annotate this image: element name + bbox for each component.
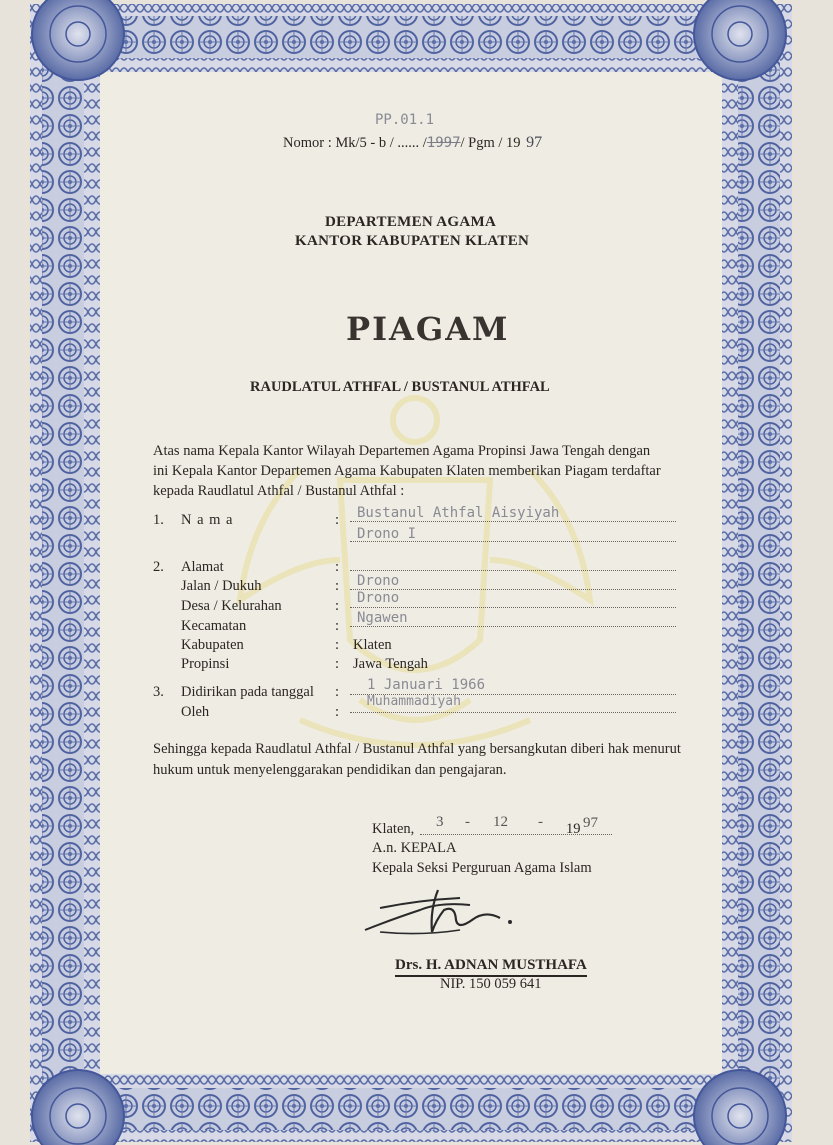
document-number: [283, 134, 542, 152]
signature-place: Klaten,: [372, 821, 415, 837]
dotted-line: [420, 834, 612, 835]
dotted-line: [350, 626, 676, 627]
field-label-oleh: Oleh: [181, 704, 210, 720]
dotted-line: [350, 607, 676, 608]
field-number-1: 1.: [153, 512, 164, 528]
field-value-kabupaten: Klaten: [353, 637, 392, 653]
field-number-2: 2.: [153, 559, 164, 575]
signatory-nip: NIP. 150 059 641: [440, 976, 542, 992]
number-prefix: Nomor : Mk/5 - b / ...... /: [283, 135, 427, 151]
office-line-2: KANTOR KABUPATEN KLATEN: [295, 233, 530, 249]
field-label-nama: N a m a: [181, 512, 234, 528]
date-year-hand: 97: [583, 815, 598, 831]
signatory-position: Kepala Seksi Perguruan Agama Islam: [372, 860, 592, 876]
number-year-typed: 1997: [426, 135, 461, 151]
date-dash-2: -: [538, 814, 543, 830]
form-code: PP.01.1: [375, 112, 435, 128]
field-label-desa: Desa / Kelurahan: [181, 598, 282, 614]
field-value-kecamatan: Ngawen: [357, 610, 408, 626]
dotted-line: [350, 712, 676, 713]
colon: :: [335, 578, 340, 594]
document-subtitle: RAUDLATUL ATHFAL / BUSTANUL ATHFAL: [250, 379, 550, 395]
page-title: PIAGAM: [346, 310, 510, 348]
colon: :: [335, 598, 340, 614]
closing-line-1: Sehingga kepada Raudlatul Athfal / Bustanul Athfal yang bersangkutan diberi hak menurut: [153, 741, 681, 757]
field-label-didirikan: Didirikan pada tanggal: [181, 684, 314, 700]
field-label-jalan: Jalan / Dukuh: [181, 578, 262, 594]
handwritten-signature: [360, 880, 530, 945]
closing-line-2: hukum untuk menyelenggarakan pendidikan dan pengajaran.: [153, 762, 507, 778]
intro-line-1: Atas nama Kepala Kantor Wilayah Departemen Agama Propinsi Jawa Tengah dengan: [153, 443, 651, 459]
field-value-didirikan: 1 Januari 1966: [367, 677, 486, 693]
dotted-line: [350, 521, 676, 522]
date-dash-1: -: [465, 814, 470, 830]
number-year-hand: 97: [526, 134, 543, 151]
field-value-nama-2: Drono I: [357, 526, 417, 542]
signatory-name: Drs. H. ADNAN MUSTHAFA: [395, 957, 587, 977]
intro-line-3: kepada Raudlatul Athfal / Bustanul Athfal :: [153, 483, 405, 499]
field-value-nama-1: Bustanul Athfal Aisyiyah: [357, 505, 560, 521]
date-year-prefix: 19: [566, 821, 581, 837]
number-suffix: / Pgm / 19: [460, 135, 521, 151]
office-line-1: DEPARTEMEN AGAMA: [325, 214, 497, 230]
field-value-desa: Drono: [357, 590, 400, 606]
colon: :: [335, 559, 340, 575]
date-month: 12: [493, 814, 508, 830]
field-label-propinsi: Propinsi: [181, 656, 230, 672]
field-label-kabupaten: Kabupaten: [181, 637, 244, 653]
intro-line-2: ini Kepala Kantor Departemen Agama Kabupaten Klaten memberikan Piagam terdaftar: [153, 463, 661, 479]
dotted-line: [350, 541, 676, 542]
colon: :: [335, 656, 340, 672]
colon: :: [335, 512, 340, 528]
field-number-3: 3.: [153, 684, 164, 700]
field-label-kecamatan: Kecamatan: [181, 618, 247, 634]
field-label-alamat: Alamat: [181, 559, 224, 575]
field-value-jalan: Drono: [357, 573, 400, 589]
colon: :: [335, 618, 340, 634]
field-value-propinsi: Jawa Tengah: [353, 656, 428, 672]
date-day: 3: [436, 814, 444, 830]
dotted-line: [350, 570, 676, 571]
colon: :: [335, 684, 340, 700]
signatory-on-behalf: A.n. KEPALA: [372, 840, 457, 856]
colon: :: [335, 704, 340, 720]
field-value-oleh: Muhammadiyah: [367, 694, 461, 709]
colon: :: [335, 637, 340, 653]
